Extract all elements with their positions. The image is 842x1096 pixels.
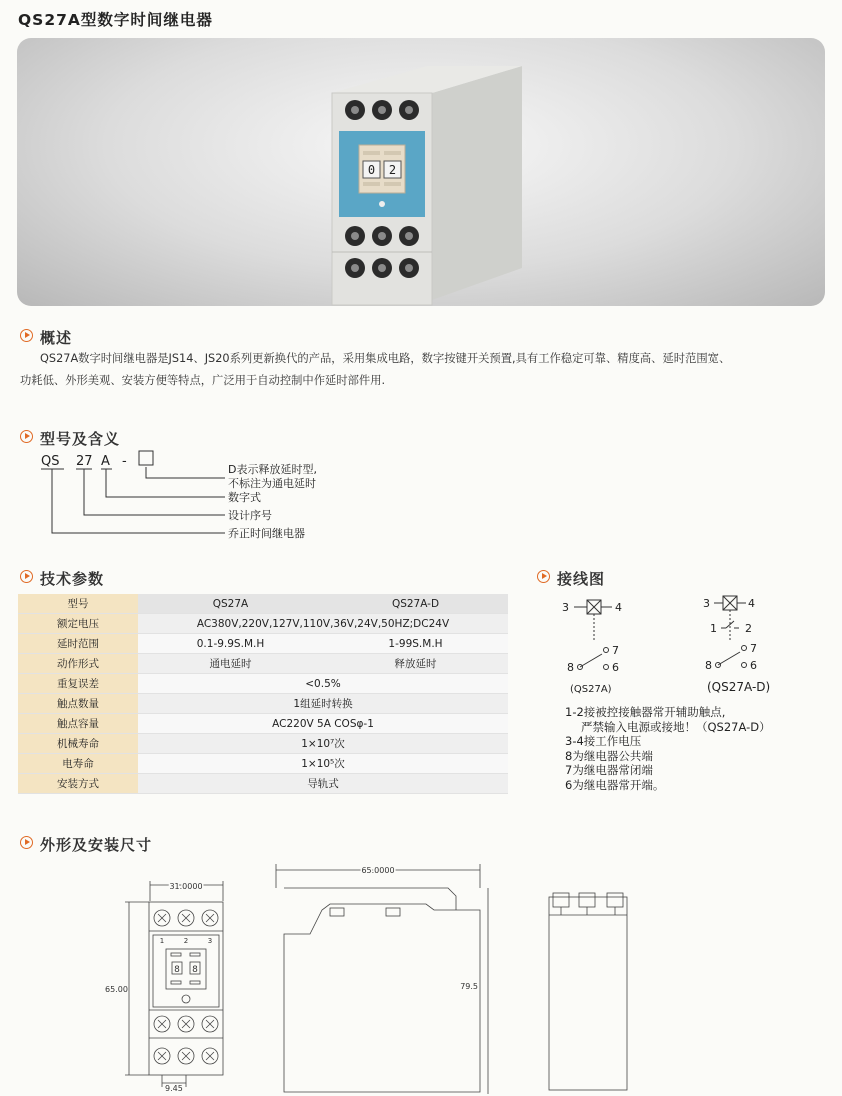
- model-code-a: A: [101, 454, 110, 469]
- tech-row-value: 1×10⁵次: [138, 754, 508, 774]
- tech-row-value: 1组延时转换: [138, 694, 508, 714]
- wl-right-3: 3: [703, 597, 710, 610]
- overview-text: [20, 348, 830, 392]
- play-bullet-icon: [537, 570, 550, 583]
- front-label-3: 3: [207, 937, 213, 945]
- side-view-drawing: [270, 858, 500, 1096]
- play-bullet-icon: [20, 329, 33, 342]
- wiring-heading: 接线图: [537, 568, 605, 589]
- wl-left-6: 6: [612, 661, 619, 674]
- tech-row-label: 型号: [18, 594, 138, 614]
- front-label-2: 2: [183, 937, 189, 945]
- wl-left-8: 8: [567, 661, 574, 674]
- dim-front-pitch: 9.45: [165, 1084, 183, 1093]
- dim-side-width: 65.0000: [361, 866, 395, 875]
- tech-row-value: AC220V 5A COSφ-1: [138, 714, 508, 734]
- wiring-note: 3-4接工作电压: [565, 734, 642, 748]
- relay-illustration: [17, 38, 825, 306]
- dim-front-width: 31.0000: [169, 882, 203, 891]
- tech-row-label: 触点容量: [18, 714, 138, 734]
- wiring-note: 严禁输入电源或接地！（QS27A-D）: [581, 719, 771, 734]
- model-heading: 型号及含义: [20, 428, 120, 449]
- model-code-qs: QS: [41, 454, 60, 469]
- tech-row: [18, 774, 508, 794]
- dimensions-heading: 外形及安装尺寸: [20, 834, 152, 855]
- tech-row-value: 1×10⁷次: [138, 734, 508, 754]
- tech-table: [18, 594, 508, 794]
- wl-right-8: 8: [705, 659, 712, 672]
- tech-row-value: 释放延时: [323, 654, 508, 674]
- front-view-drawing: [105, 875, 255, 1093]
- wl-right-caption: (QS27A-D): [707, 680, 771, 694]
- tech-row-label: 额定电压: [18, 614, 138, 634]
- wiring-note: 1-2接被控接触器常开辅助触点,: [565, 705, 726, 719]
- tech-row: [18, 754, 508, 774]
- wiring-diagram: [540, 590, 830, 700]
- play-bullet-icon: [20, 430, 33, 443]
- model-meaning-default: 不标注为通电延时: [228, 477, 316, 490]
- tech-row-label: 机械寿命: [18, 734, 138, 754]
- overview-line: QS27A数字时间继电器是JS14、JS20系列更新换代的产品，采用集成电路，数字按键开关预置,具有工作稳定可靠、精度高、延时范围宽、: [40, 352, 731, 365]
- model-code-27: 27: [76, 454, 93, 469]
- wl-left-7: 7: [612, 644, 619, 657]
- tech-row-value: QS27A-D: [323, 594, 508, 614]
- product-photo: [17, 38, 825, 306]
- tech-row-value: 0.1-9.9S.M.H: [138, 634, 323, 654]
- tech-row-label: 安装方式: [18, 774, 138, 794]
- overview-line: 功耗低、外形美观、安装方便等特点，广泛用于自动控制中作延时部件用.: [20, 374, 386, 387]
- tech-row: [18, 734, 508, 754]
- overview-heading: 概述: [20, 327, 72, 348]
- model-meaning-digital: 数字式: [228, 491, 261, 504]
- play-bullet-icon: [20, 836, 33, 849]
- model-meaning-d: D表示释放延时型,: [228, 463, 317, 476]
- wl-right-2: 2: [745, 622, 752, 635]
- tech-row-label: 延时范围: [18, 634, 138, 654]
- wl-right-6: 6: [750, 659, 757, 672]
- front-digit-1: 8: [174, 965, 180, 975]
- tech-row-value: 1-99S.M.H: [323, 634, 508, 654]
- tech-row-value: QS27A: [138, 594, 323, 614]
- wl-right-1: 1: [710, 622, 717, 635]
- photo-digit-2: 2: [388, 163, 397, 177]
- model-meaning-brand: 乔正时间继电器: [228, 527, 305, 540]
- photo-digit-1: 0: [367, 163, 376, 177]
- tech-heading: 技术参数: [20, 568, 104, 589]
- wiring-note: 7为继电器常闭端: [565, 763, 653, 777]
- tech-row: [18, 594, 508, 614]
- tech-row-label: 触点数量: [18, 694, 138, 714]
- wl-left-3: 3: [562, 601, 569, 614]
- wiring-note: 6为继电器常开端。: [565, 777, 665, 792]
- tech-row-label: 电寿命: [18, 754, 138, 774]
- front-digit-2: 8: [192, 965, 198, 975]
- tech-row: [18, 634, 508, 654]
- tech-row: [18, 674, 508, 694]
- tech-row-value: 通电延时: [138, 654, 323, 674]
- wiring-notes: [565, 705, 771, 792]
- play-bullet-icon: [20, 570, 33, 583]
- tech-row: [18, 694, 508, 714]
- model-code-dash: -: [122, 454, 127, 469]
- front-label-1: 1: [159, 937, 165, 945]
- wl-left-4: 4: [615, 601, 622, 614]
- dim-side-height: 79.5: [460, 982, 478, 991]
- tech-row-value: <0.5%: [138, 674, 508, 694]
- tech-row-value: 导轨式: [138, 774, 508, 794]
- tech-row-value: AC380V,220V,127V,110V,36V,24V,50HZ;DC24V: [138, 614, 508, 634]
- model-meaning-serial: 设计序号: [228, 509, 272, 522]
- tech-row-label: 重复误差: [18, 674, 138, 694]
- page-title: QS27A型数字时间继电器: [18, 11, 213, 29]
- wl-right-7: 7: [750, 642, 757, 655]
- tech-row: [18, 614, 508, 634]
- rear-view-drawing: [545, 885, 635, 1095]
- wl-right-4: 4: [748, 597, 755, 610]
- tech-row-label: 动作形式: [18, 654, 138, 674]
- wl-left-caption: (QS27A): [570, 684, 612, 695]
- wiring-note: 8为继电器公共端: [565, 748, 653, 763]
- model-code-diagram: [0, 445, 400, 545]
- tech-row: [18, 714, 508, 734]
- tech-row: [18, 654, 508, 674]
- model-code-box: [139, 451, 153, 465]
- dim-front-height: 65.00: [105, 985, 128, 994]
